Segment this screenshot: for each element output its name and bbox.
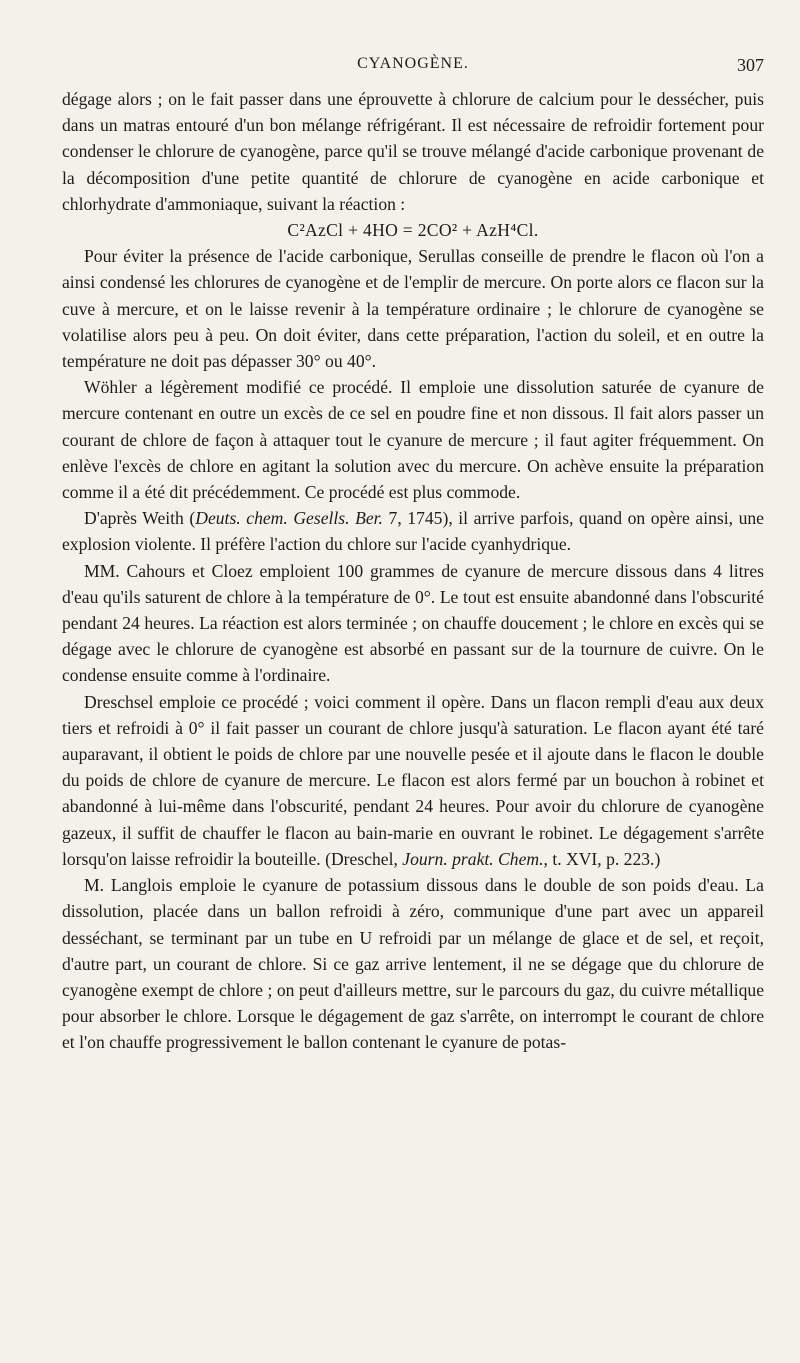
paragraph-6-text-a: Dreschsel emploie ce procédé ; voici comment il opère. Dans un flacon rempli d'eau aux deux tiers et refroidi à 0° il fait passer un courant de chlore jusqu'à saturation. Le flacon ayant été taré auparavant, il obtient le poids de chlore par une nouvelle pesée et il ajoute dans le flacon le double du poids de chlore de cyanure de mercure. Le flacon est alors fermé par un bouchon à robinet et abandonné à lui-même dans l'obscurité, pendant 24 heures. Pour avoir du chlorure de cyanogène gazeux, il suffit de chauffer le flacon au bain-marie en ouvrant le robinet. Le dégagement s'arrête lorsqu'on laisse refroidir la bouteille. (Dreschel, [62,691,764,869]
paragraph-2: Pour éviter la présence de l'acide carbonique, Serullas conseille de prendre le flacon où l'on a ainsi condensé les chlorures de cyanogène et de l'emplir de mercure. On porte alors ce flacon sur la cuve à mercure, et on le laisse revenir à la température ordinaire ; le chlorure de cyanogène se volatilise alors peu à peu. On doit éviter, dans cette préparation, l'action du soleil, et en outre la température ne doit pas dépasser 30° ou 40°. [62,246,764,372]
page-number: 307 [737,55,764,75]
paragraph-1: dégage alors ; on le fait passer dans une éprouvette à chlorure de calcium pour le dessécher, puis dans un matras entouré d'un bon mélange réfrigérant. Il est nécessaire de refroidir fortement pour condenser le chlorure de cyanogène, parce qu'il se trouve mélangé d'acide carbonique provenant de la décomposition d'une petite quantité de chlorure de cyanogène en acide carbonique et chlorhydrate d'ammoniaque, suivant la réaction : [62,89,764,214]
journal-citation-weith: Deuts. chem. Gesells. Ber. [195,508,383,529]
paragraph-5: MM. Cahours et Cloez emploient 100 grammes de cyanure de mercure dissous dans 4 litres d'eau qu'ils saturent de chlore à la température de 0°. Le tout est ensuite abandonné dans l'obscurité pendant 24 heures. La réaction est alors terminée ; on chauffe doucement ; le chlore en excès qui se dégage avec le chlorure de cyanogène est absorbé en passant sur de la tournure de cuivre. On le condense ensuite comme à l'ordinaire. [62,560,764,686]
journal-citation-dreschel: Journ. prakt. Chem. [402,848,544,869]
paragraph-6 [62,689,764,872]
running-head [62,55,764,79]
paragraph-3: Wöhler a légèrement modifié ce procédé. Il emploie une dissolution saturée de cyanure de mercure contenant en outre un excès de ce sel en poudre fine et non dissous. Il fait alors passer un courant de chlore de façon à attaquer tout le cyanure de mercure ; il faut agiter fréquemment. On enlève l'excès de chlore en agitant la solution avec du mercure. On achève ensuite la préparation comme il a été dit précédemment. Ce procédé est plus commode. [62,377,764,503]
page-header-title: CYANOGÈNE. [357,55,469,72]
chemical-formula: C²AzCl + 4HO = 2CO² + AzH⁴Cl. [287,220,539,241]
paragraph-4-text-b: 7, 1745), il arrive parfois, quand on opère ainsi, une explosion violente. Il préfère l'action du chlore sur l'acide cyanhydrique. [62,508,764,555]
page-body [62,86,764,1056]
paragraph-4-text-a: D'après Weith ( [84,508,196,529]
paragraph-7: M. Langlois emploie le cyanure de potassium dissous dans le double de son poids d'eau. La dissolution, placée dans un ballon refroidi à zéro, communique d'une part avec un appareil desséchant, se terminant par un tube en U refroidi par un mélange de glace et de sel, et reçoit, d'autre part, un courant de chlore. Si ce gaz arrive lentement, il ne se dégage que du chlorure de cyanogène exempt de chlore ; on peut d'ailleurs mettre, sur le parcours du gaz, du cuivre métallique pour absorber le chlore. Lorsque le dégagement de gaz s'arrête, on interrompt le courant de chlore et l'on chauffe progressivement le ballon contenant le cyanure de potas- [62,875,764,1053]
paragraph-4 [62,505,764,557]
paragraph-6-text-b: , t. XVI, p. 223.) [543,848,661,869]
